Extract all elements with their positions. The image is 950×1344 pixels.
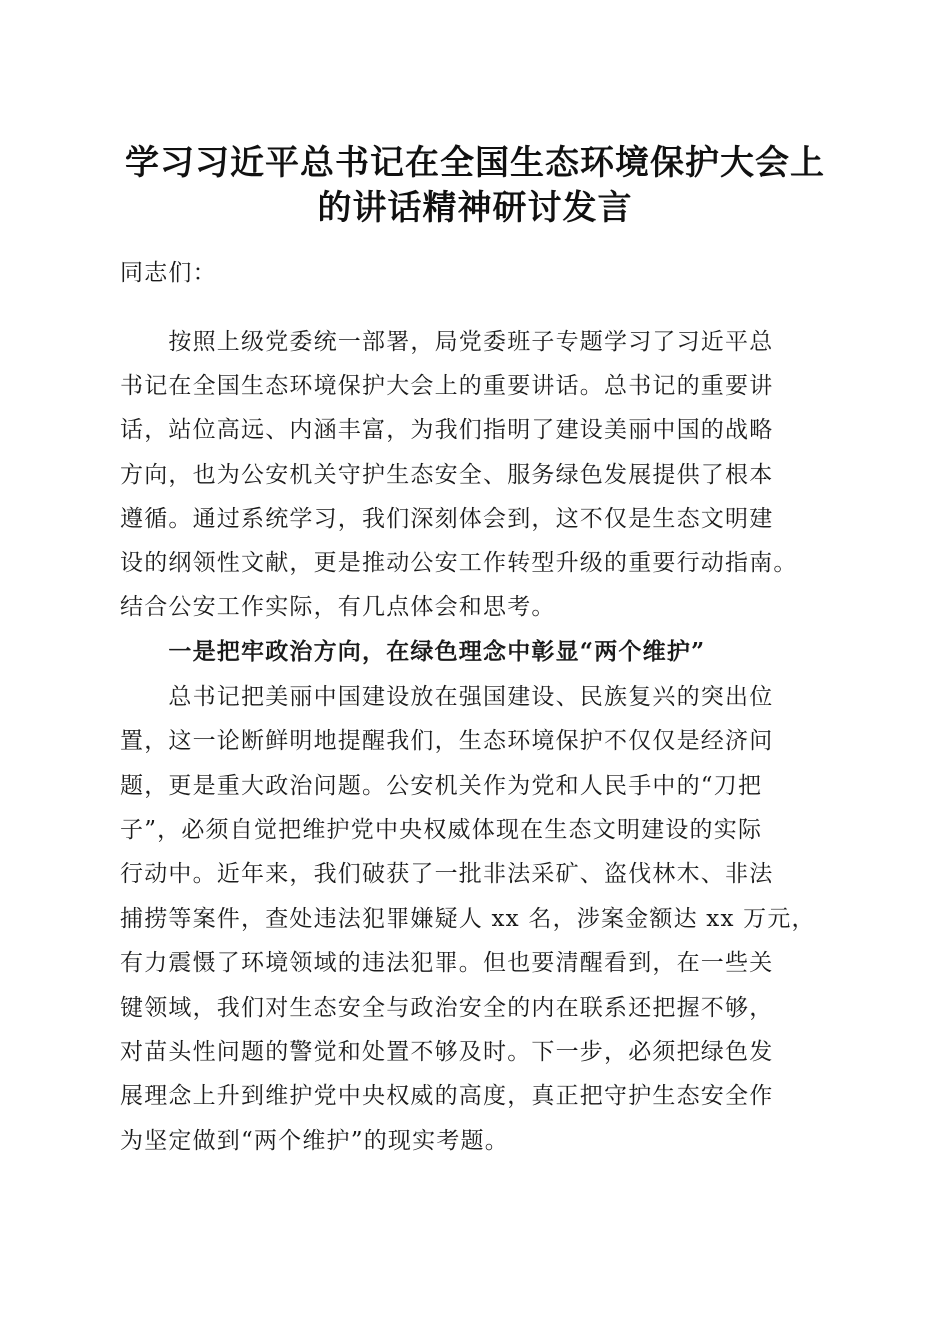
paragraph-2-line: 展理念上升到维护党中央权威的高度，真正把守护生态安全作 [120,1083,774,1109]
paragraph-2-line: 对苗头性问题的警觉和处置不够及时。下一步，必须把绿色发 [120,1039,774,1065]
paragraph-2-line: 置，这一论断鲜明地提醒我们，生态环境保护不仅仅是经济问 [120,728,774,754]
paragraph-2-line: 键领域，我们对生态安全与政治安全的内在联系还把握不够， [120,995,774,1021]
greeting: 同志们： [120,260,217,286]
paragraph-2-line: 题，更是重大政治问题。公安机关作为党和人民手中的“刀把 [120,773,763,799]
paragraph-1-line: 遵循。通过系统学习，我们深刻体会到，这不仅是生态文明建 [120,506,774,532]
paragraph-1-line: 话，站位高远、内涵丰富，为我们指明了建设美丽中国的战略 [120,417,774,443]
paragraph-1-line: 方向，也为公安机关守护生态安全、服务绿色发展提供了根本 [120,462,774,488]
paragraph-2-line: 有力震慑了环境领域的违法犯罪。但也要清醒看到，在一些关 [120,950,774,976]
document-title-line-2: 的讲话精神研讨发言 [317,188,633,228]
paragraph-1-line: 按照上级党委统一部署，局党委班子专题学习了习近平总 [120,329,774,355]
paragraph-2-line: 子”，必须自觉把维护党中央权威体现在生态文明建设的实际 [120,817,763,843]
paragraph-1-line: 设的纲领性文献，更是推动公安工作转型升级的重要行动指南。 [120,550,798,576]
section-1-heading: 一是把牢政治方向，在绿色理念中彰显“两个维护” [120,638,706,665]
paragraph-2-line: 捕捞等案件，查处违法犯罪嫌疑人 xx 名，涉案金额达 xx 万元， [120,906,816,932]
paragraph-1-line: 书记在全国生态环境保护大会上的重要讲话。总书记的重要讲 [120,373,774,399]
paragraph-2-line: 总书记把美丽中国建设放在强国建设、民族复兴的突出位 [120,684,774,710]
paragraph-1-line: 结合公安工作实际，有几点体会和思考。 [120,594,556,620]
paragraph-2-line: 行动中。近年来，我们破获了一批非法采矿、盗伐林木、非法 [120,861,774,887]
document-title-line-1: 学习习近平总书记在全国生态环境保护大会上 [125,143,825,183]
paragraph-2-line: 为坚定做到“两个维护”的现实考题。 [120,1128,509,1154]
